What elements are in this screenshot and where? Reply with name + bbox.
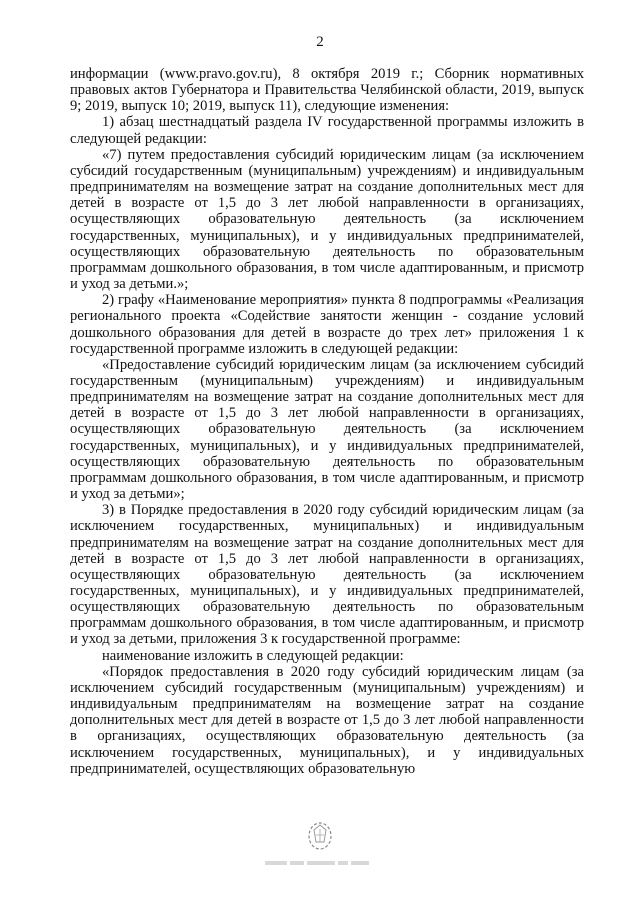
paragraph-1: информации (www.pravo.gov.ru), 8 октября 2019 г.; Сборник нормативных правовых актов Губернатора и Правительства Челябинской области, 2019, выпуск 9; 2019, выпуск 10; 2019, выпуск 11), следующие изменения:: [70, 66, 584, 115]
page-number: 2: [316, 34, 324, 50]
paragraph-2: 1) абзац шестнадцатый раздела IV государственной программы изложить в следующей редакции:: [70, 114, 584, 147]
paragraph-3: «7) путем предоставления субсидий юридическим лицам (за исключением субсидий государственным (муниципальным) учреждениям) и индивидуальным предпринимателям на возмещение затрат на создание дополнительных мест для детей в возрасте от 1,5 до 3 лет любой направленности в организациях, осуществляющих образовательную деятельность (за исключением государственных, муниципальных), и у индивидуальных предпринимателей, осуществляющих образовательную деятельность по образовательным программам дошкольного образования, в том числе адаптированным, и присмотр и уход за детьми.»;: [70, 146, 584, 293]
emblem-stamp-icon-graphic: [300, 818, 340, 854]
paragraph-7: наименование изложить в следующей редакции:: [102, 647, 404, 664]
document-body: [70, 66, 584, 777]
footer-watermark: [265, 852, 375, 862]
paragraph-4: 2) графу «Наименование мероприятия» пункта 8 подпрограммы «Реализация регионального проекта «Содействие занятости женщин - создание условий дошкольного образования для детей в возрасте до трех лет» приложения 1 к государственной программе изложить в следующей редакции:: [70, 292, 584, 357]
paragraph-6: 3) в Порядке предоставления в 2020 году субсидий юридическим лицам (за исключением государственных, муниципальных) и индивидуальным предпринимателям на возмещение затрат на создание дополнительных мест для детей в возрасте от 1,5 до 3 лет любой направленности в организациях, осуществляющих образовательную деятельность (за исключением государственных, муниципальных), и у индивидуальных предпринимателей, осуществляющих образовательную деятельность по образовательным программам дошкольного образования, в том числе адаптированным, и присмотр и уход за детьми, приложения 3 к государственной программе:: [70, 502, 584, 648]
paragraph-5: «Предоставление субсидий юридическим лицам (за исключением субсидий государственным (муниципальным) учреждениям) и индивидуальным предпринимателям на возмещение затрат на создание дополнительных мест для детей в возрасте от 1,5 до 3 лет любой направленности в организациях, осуществляющих образовательную деятельность (за исключением государственных, муниципальных), и у индивидуальных предпринимателей, осуществляющих образовательную деятельность по образовательным программам дошкольного образования, в том числе адаптированным, и присмотр и уход за детьми»;: [70, 356, 584, 503]
paragraph-8: «Порядок предоставления в 2020 году субсидий юридическим лицам (за исключением субсидий государственным (муниципальным) учреждениям) и индивидуальным предпринимателям на возмещение затрат на создание дополнительных мест для детей в возрасте от 1,5 до 3 лет любой направленности в организациях, осуществляющих образовательную деятельность (за исключением государственных, муниципальных), и у индивидуальных предпринимателей, осуществляющих образовательную: [70, 663, 584, 777]
emblem-stamp-icon: [300, 818, 340, 854]
